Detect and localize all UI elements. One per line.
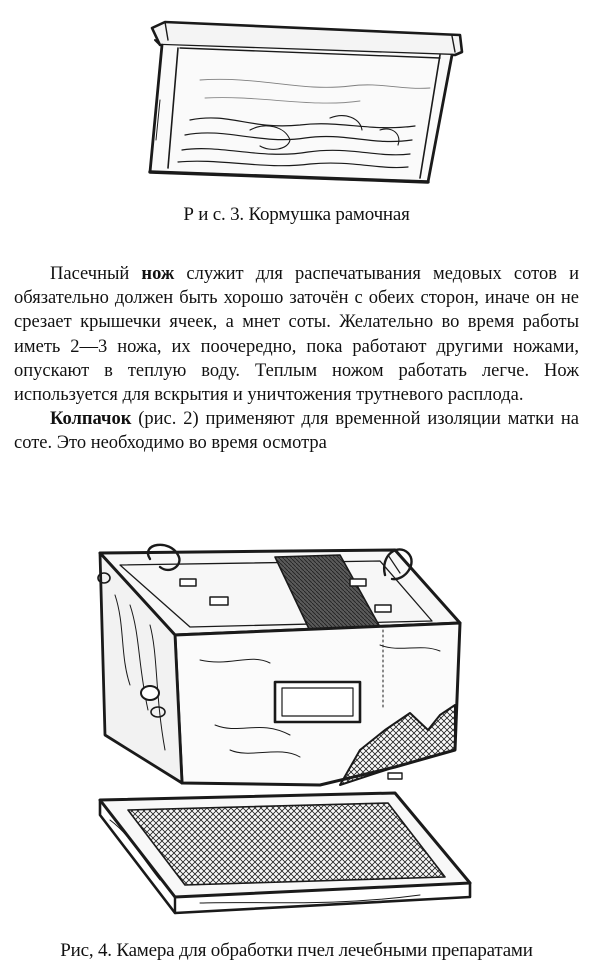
figure-3-caption: Р и с. 3. Кормушка рамочная [183,204,410,225]
treatment-chamber-illustration [0,535,593,930]
knife-paragraph-text: служит для распечатывания медовых сотов и обязательно должен быть хорошо заточён с обеих сторон, иначе он не срезает крышечки ячеек, а мнет соты. Желательно во время работы иметь 2—3 ножа, их поочередно, пока работают другими ножами, опускают в теплую воду. Теплым ножом работать легче. Нож используется для вскрытия и уничтожения трутневого расплода. [14,264,579,406]
knife-paragraph [14,262,579,407]
knife-term: нож [141,264,175,284]
cap-paragraph [14,407,579,455]
knife-paragraph-intro: Пасечный [50,264,142,284]
cap-paragraph-text: (рис. 2) применяют для временной изоляции матки на соте. Это необходимо во время осмотра [14,409,579,454]
figure-4-caption: Рис, 4. Камера для обработки пчел лечебными препаратами [60,940,533,961]
body-text [14,262,579,456]
frame-feeder-illustration [0,0,593,200]
cap-term: Колпачок [50,409,132,430]
